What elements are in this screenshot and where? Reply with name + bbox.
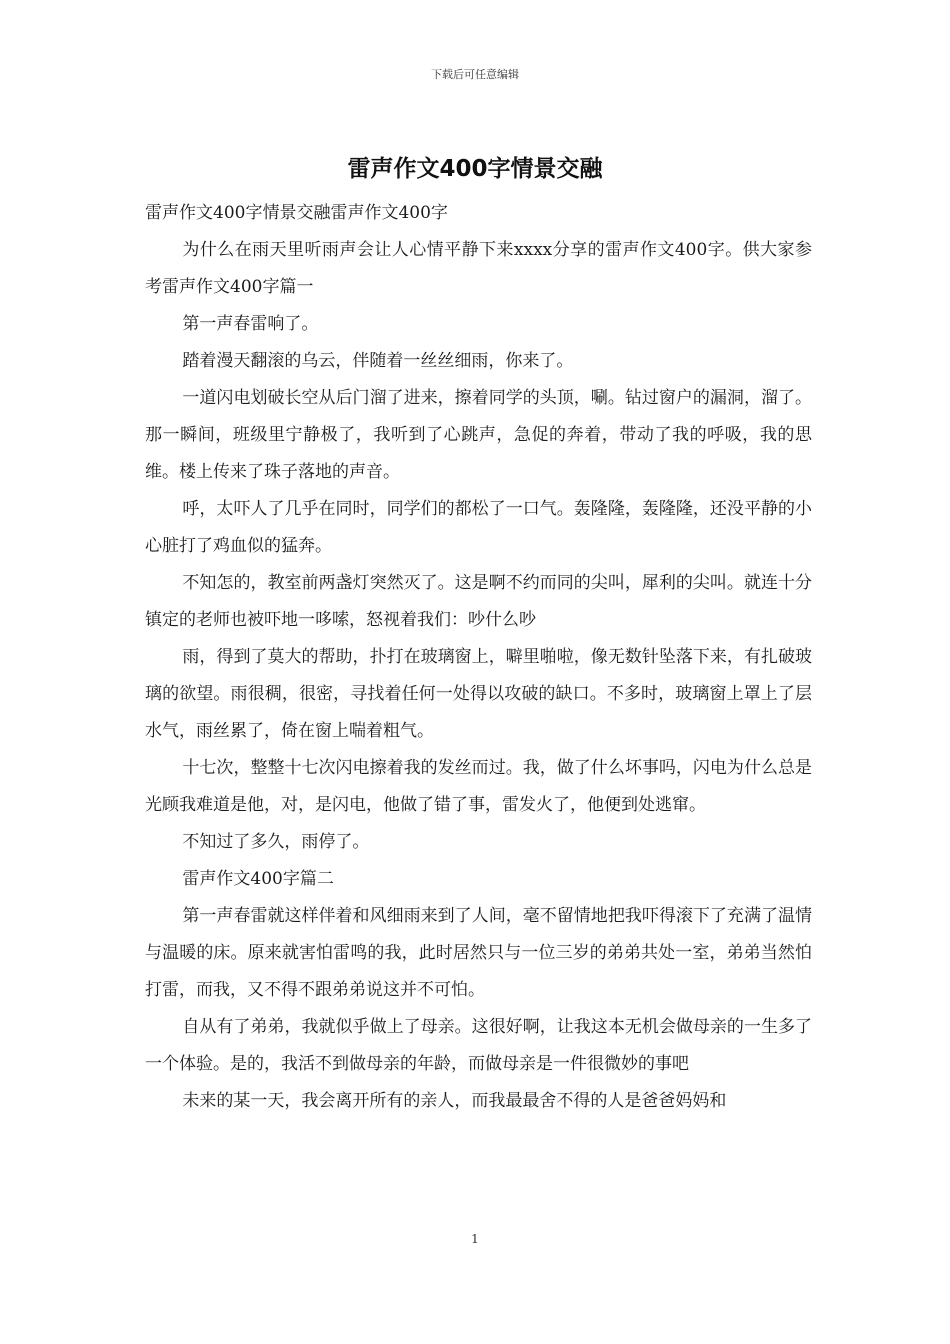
paragraph: 十七次，整整十七次闪电擦着我的发丝而过。我，做了什么坏事吗，闪电为什么总是光顾我难道是他，对，是闪电，他做了错了事，雷发火了，他便到处逃窜。	[145, 758, 812, 815]
page-header-note: 下载后可任意编辑	[431, 68, 519, 81]
paragraph: 踏着漫天翻滚的乌云，伴随着一丝丝细雨，你来了。	[182, 351, 574, 371]
paragraph: 不知过了多久，雨停了。	[182, 832, 370, 852]
paragraph: 第一声春雷就这样伴着和风细雨来到了人间，毫不留情地把我吓得滚下了充满了温情与温暖的床。原来就害怕雷鸣的我，此时居然只与一位三岁的弟弟共处一室，弟弟当然怕打雷，而我，又不得不跟弟弟说这并不可怕。	[145, 906, 812, 1000]
section-heading: 雷声作文400字篇二	[182, 869, 334, 889]
page-number: 1	[471, 1232, 479, 1246]
paragraph-subtitle: 雷声作文400字情景交融雷声作文400字	[145, 203, 448, 223]
paragraph: 为什么在雨天里听雨声会让人心情平静下来xxxx分享的雷声作文400字。供大家参考雷声作文400字篇一	[145, 240, 812, 297]
document-body	[145, 195, 812, 1120]
paragraph: 雨，得到了莫大的帮助，扑打在玻璃窗上，噼里啪啦，像无数针坠落下来，有扎破玻璃的欲望。雨很稠，很密，寻找着任何一处得以攻破的缺口。不多时，玻璃窗上罩上了层水气，雨丝累了，倚在窗上喘着粗气。	[145, 647, 812, 741]
paragraph: 一道闪电划破长空从后门溜了进来，擦着同学的头顶，唰。钻过窗户的漏洞，溜了。那一瞬间，班级里宁静极了，我听到了心跳声，急促的奔着，带动了我的呼吸，我的思维。楼上传来了珠子落地的声音。	[145, 388, 812, 482]
document-title: 雷声作文400字情景交融	[347, 156, 603, 182]
paragraph: 自从有了弟弟，我就似乎做上了母亲。这很好啊，让我这本无机会做母亲的一生多了一个体验。是的，我活不到做母亲的年龄，而做母亲是一件很微妙的事吧	[145, 1017, 812, 1074]
paragraph: 未来的某一天，我会离开所有的亲人，而我最最舍不得的人是爸爸妈妈和	[182, 1091, 727, 1111]
paragraph: 不知怎的，教室前两盏灯突然灭了。这是啊不约而同的尖叫，犀利的尖叫。就连十分镇定的老师也被吓地一哆嗦，怒视着我们：吵什么吵	[145, 573, 812, 630]
paragraph: 第一声春雷响了。	[182, 314, 319, 334]
paragraph: 呼，太吓人了几乎在同时，同学们的都松了一口气。轰隆隆，轰隆隆，还没平静的小心脏打了鸡血似的猛奔。	[145, 499, 812, 556]
